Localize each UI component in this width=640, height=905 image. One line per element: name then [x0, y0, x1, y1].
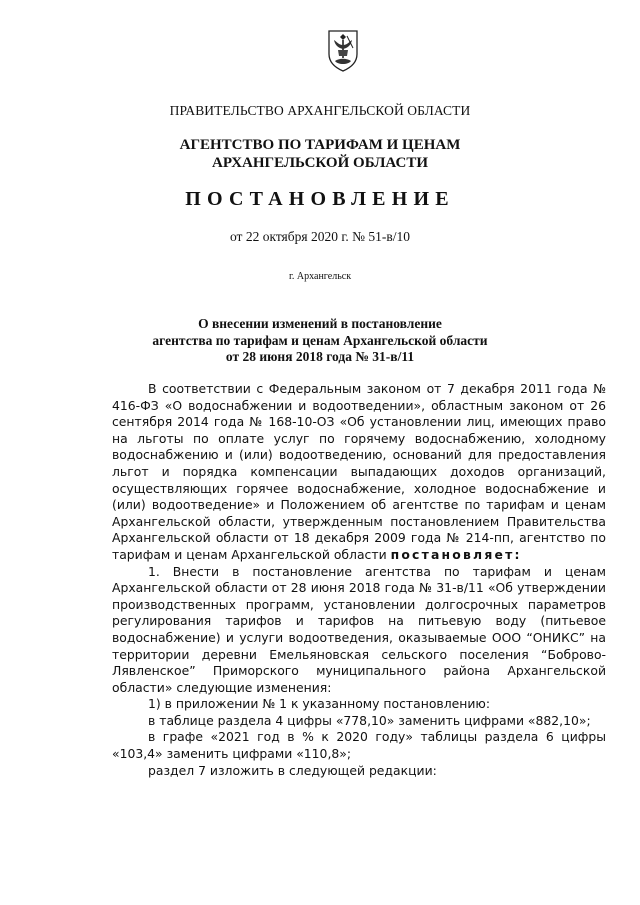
subject-line1: О внесении изменений в постановление — [198, 316, 442, 331]
decree-word: постановляет: — [390, 546, 522, 562]
preamble-paragraph — [112, 381, 606, 564]
document-type: ПОСТАНОВЛЕНИЕ — [185, 188, 455, 210]
document-body — [112, 381, 606, 779]
item-1-1-paragraph: 1) в приложении № 1 к указанному постановлению: — [148, 696, 491, 712]
item-1-1-b-paragraph: в графе «2021 год в % к 2020 году» таблицы раздела 6 цифры «103,4» заменить цифрами «110,8»; — [112, 729, 606, 762]
document-date-number: от 22 октября 2020 г. № 51-в/10 — [229, 229, 410, 244]
item-1-1-c-paragraph: раздел 7 изложить в следующей редакции: — [148, 762, 437, 778]
item-1-paragraph: 1. Внести в постановление агентства по тарифам и ценам Архангельской области от 28 июня 2018 года № 31-в/11 «Об утверждении производственных программ, установлении долгосрочных параметров регулирования тарифов и тарифов на питьевую воду (питьевое водоснабжение) и услуги водоотведения, оказываемые ООО “ОНИКС” на территории деревни Емельяновская сельского поселения “Боброво-Лявленское” Приморского муниципального района Архангельской области» следующие изменения: — [112, 563, 606, 695]
agency-name — [0, 136, 640, 172]
agency-name-line1: АГЕНТСТВО ПО ТАРИФАМ И ЦЕНАМ — [179, 137, 461, 153]
coat-of-arms-icon — [326, 28, 360, 72]
document-subject — [0, 316, 640, 366]
subject-line2: агентства по тарифам и ценам Архангельской области — [152, 332, 488, 348]
agency-name-line2: АРХАНГЕЛЬСКОЙ ОБЛАСТИ — [212, 155, 428, 171]
document-city: г. Архангельск — [288, 271, 352, 282]
preamble-text: В соответствии с Федеральным законом от 7 декабря 2011 года № 416-ФЗ «О водоснабжении и водоотведении», областным законом от 26 сентября 2014 года № 168-10-ОЗ «Об установлении лиц, имеющих право на льготы по оплате услуг по горячему водоснабжению, холодному водоснабжению и (или) водоотведению, оснований для предоставления льгот и порядка компенсации выпадающих доходов организаций, осуществляющих горячее водоснабжение, холодное водоснабжение и (или) водоотведение» и Положением об агентстве по тарифам и ценам Архангельской области, утвержденным постановлением Правительства Архангельской области от 18 декабря 2009 года № 214-пп, агентство по тарифам и ценам Архангельской области — [112, 381, 606, 562]
item-1-1-a-paragraph: в таблице раздела 4 цифры «778,10» заменить цифрами «882,10»; — [148, 712, 591, 728]
government-name: ПРАВИТЕЛЬСТВО АРХАНГЕЛЬСКОЙ ОБЛАСТИ — [169, 103, 471, 118]
subject-line3: от 28 июня 2018 года № 31-в/11 — [225, 349, 415, 364]
